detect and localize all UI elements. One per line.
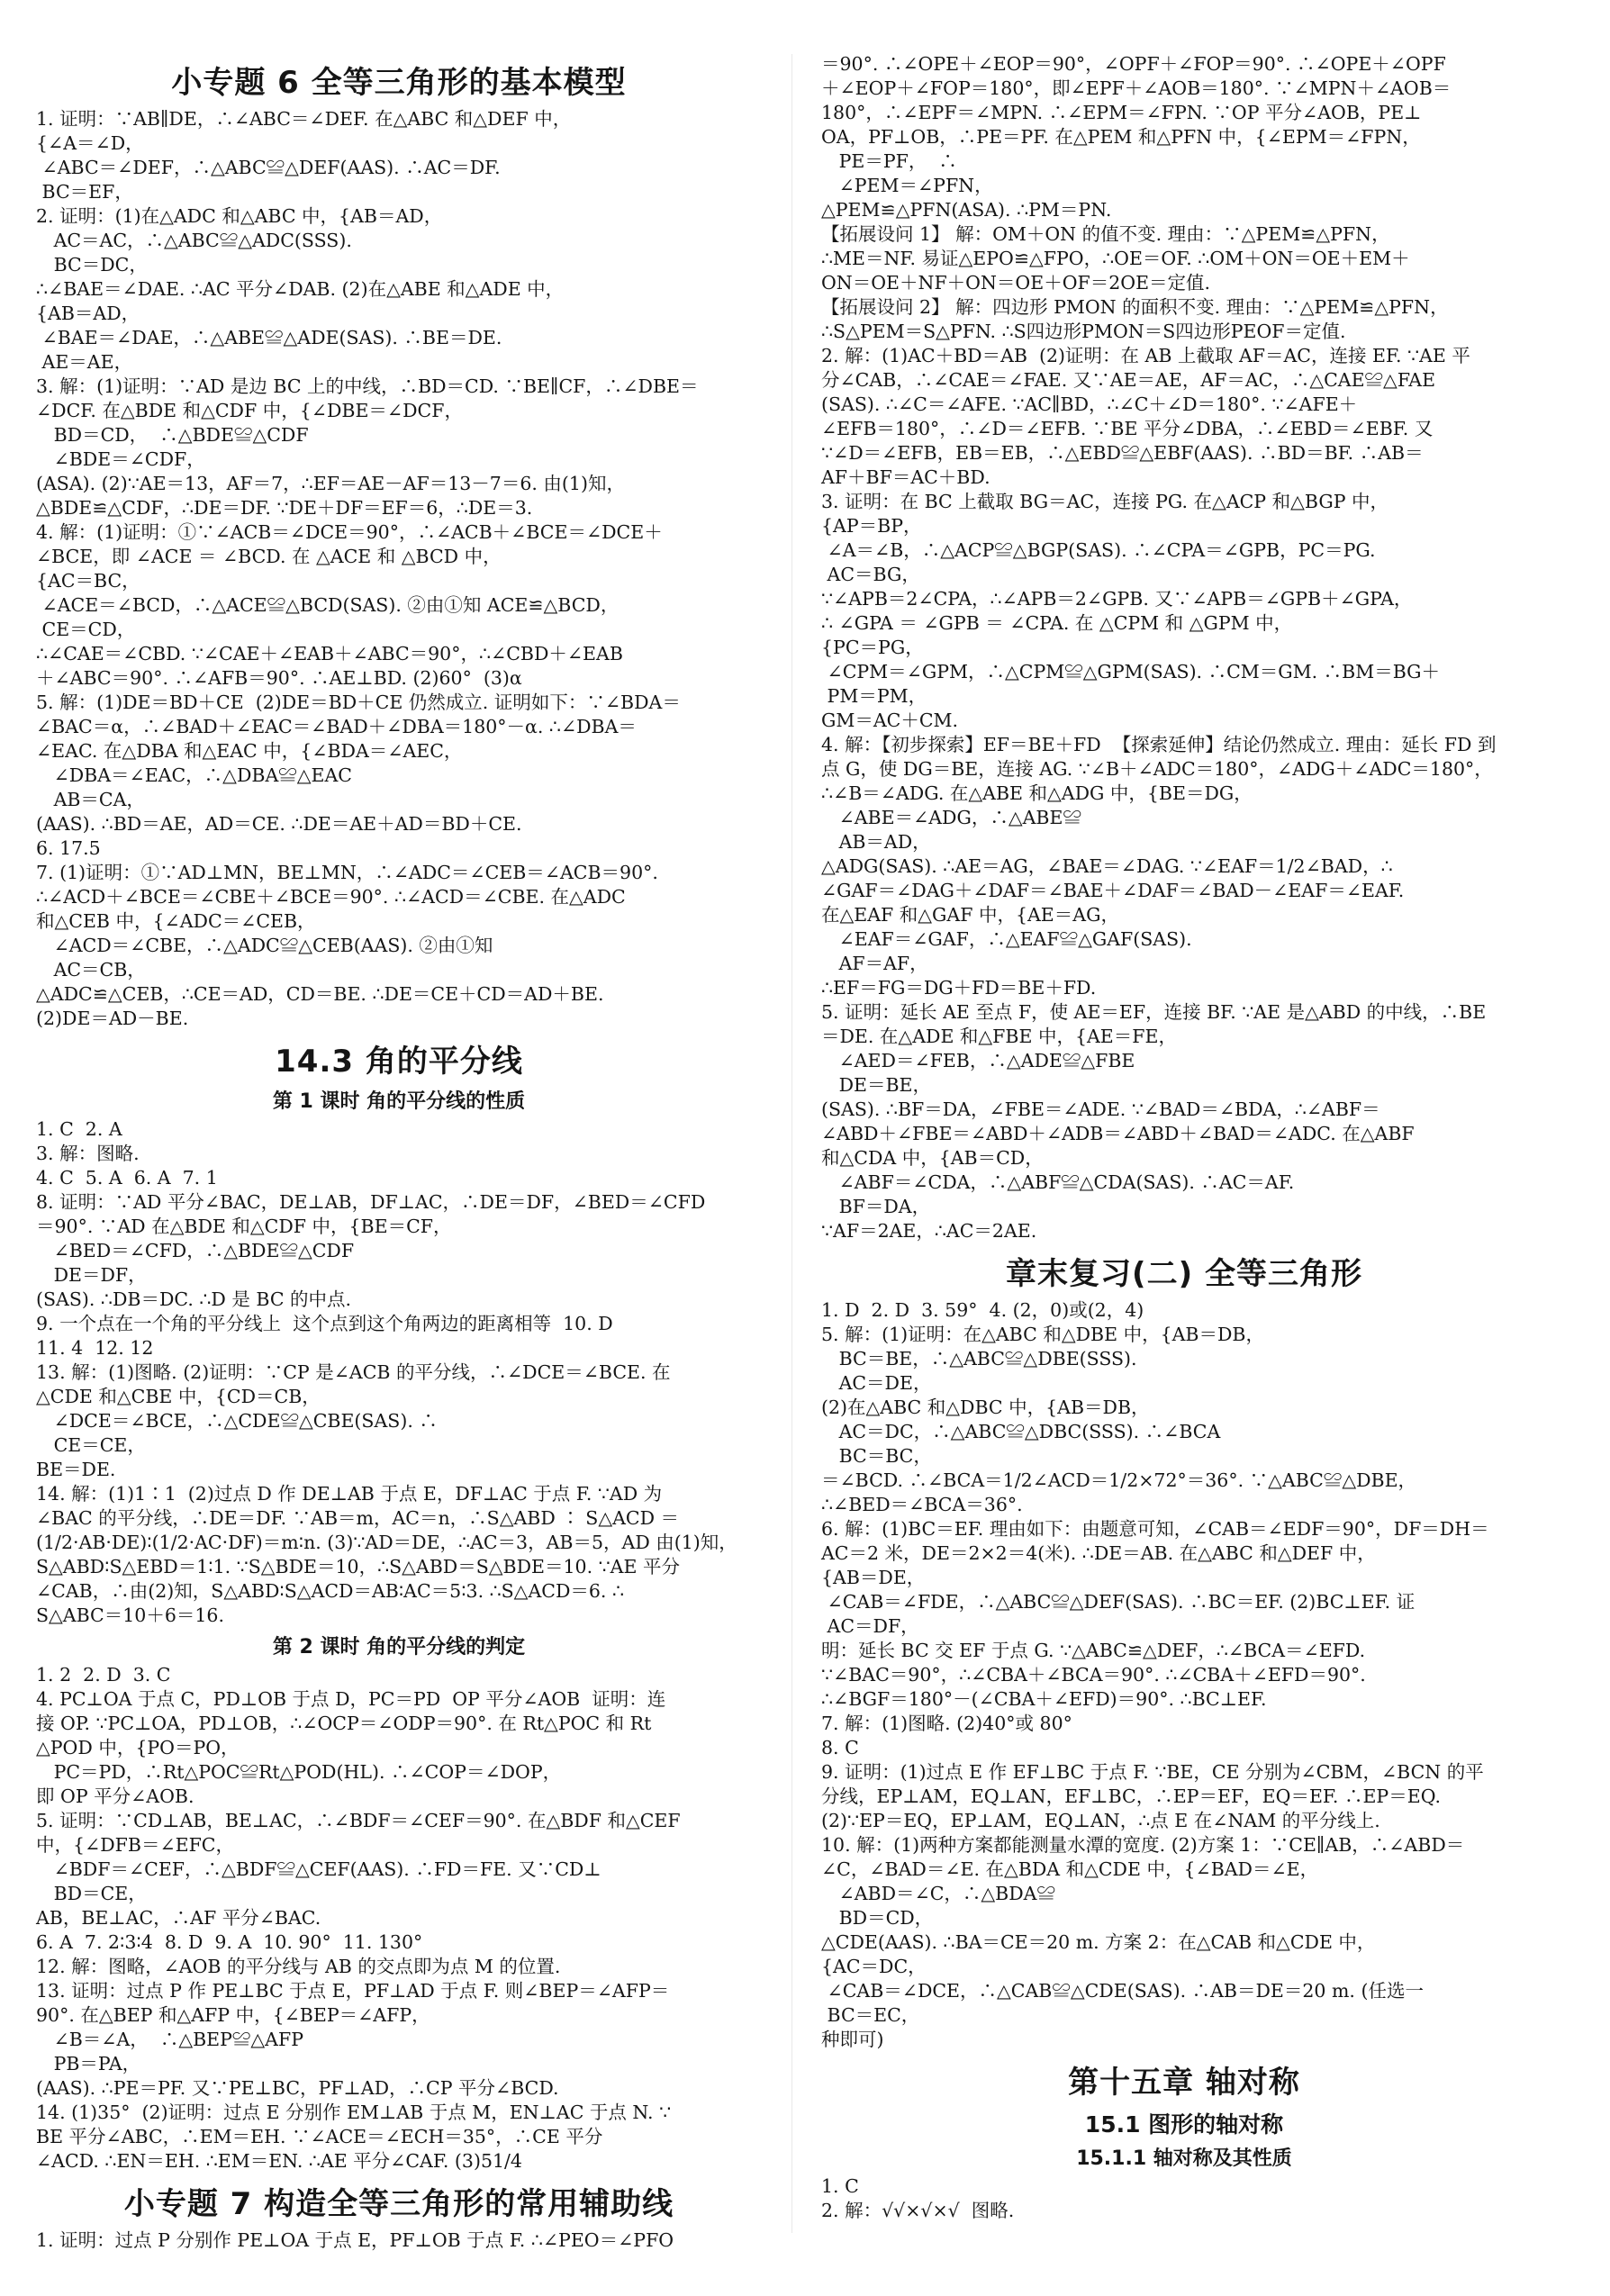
topic-7-answers-cont: ＝90°. ∴∠OPE＋∠EOP＝90°，∠OPF＋∠FOP＝90°. ∴∠OPE＋∠OPF ＋∠EOP＋∠FOP＝180°，即∠EPF＋∠AOB＝180°. ∵∠MPN＋∠AOB＝ 180°，∴∠EPF＝∠MPN. ∴∠EPM＝∠FPN. ∵OP 平分∠AOB，PE⊥ OA，PF⊥OB，∴PE＝PF. 在△PEM 和△PFN 中，{∠EPM＝∠FPN， PE＝PF， ∴ ∠PEM＝∠PFN， △PEM≌△PFN(ASA). ∴PM＝PN. 【拓展设问 1】 解：OM＋ON 的值不变. 理由：∵△PEM≌△PFN， ∴ME＝NF. 易证△EPO≌△FPO，∴OE＝OF. ∴OM＋ON＝OE＋EM＋ ON＝OE＋NF＋ON＝OE＋OF＝2OE＝定值. 【拓展设问 2】 解：四边形 PMON 的面积不变. 理由：∵△PEM≌△PFN， ∴S△PEM＝S△PFN. ∴S四边形PMON＝S四边形PEOF＝定值. 2. 解：(1)AC＋BD＝AB (2)证明：在 AB 上截取 AF＝AC，连接 EF. ∵AE 平 分∠CAB，∴∠CAE＝∠FAE. 又∵AE＝AE，AF＝AC，∴△CAE≌△FAE (SAS). ∴∠C＝∠AFE. ∵AC∥BD，∴∠C＋∠D＝180°. ∵∠AFE＋ ∠EFB＝180°，∴∠D＝∠EFB. ∵BE 平分∠DBA，∴∠EBD＝∠EBF. 又 ∵∠D＝∠EFB，EB＝EB，∴△EBD≌△EBF(AAS). ∴BD＝BF. ∴AB＝ AF＋BF＝AC＋BD. 3. 证明：在 BC 上截取 BG＝AC，连接 PG. 在△ACP 和△BGP 中， {AP＝BP， ∠A＝∠B，∴△ACP≌△BGP(SAS). ∴∠CPA＝∠GPB，PC＝PG. AC＝BG， ∵∠APB＝2∠CPA，∴∠APB＝2∠GPB. 又∵∠APB＝∠GPB＋∠GPA， ∴ ∠GPA ＝ ∠GPB ＝ ∠CPA. 在 △CPM 和 △GPM 中， {PC＝PG， ∠CPM＝∠GPM，∴△CPM≌△GPM(SAS). ∴CM＝GM. ∴BM＝BG＋ PM＝PM， GM＝AC＋CM. 4. 解：【初步探索】EF＝BE＋FD 【探索延伸】结论仍然成立. 理由：延长 FD 到 点 G，使 DG＝BE，连接 AG. ∵∠B＋∠ADC＝180°，∠ADG＋∠ADC＝180°， ∴∠B＝∠ADG. 在△ABE 和△ADG 中，{BE＝DG， ∠ABE＝∠ADG，∴△ABE≌ AB＝AD， △ADG(SAS). ∴AE＝AG，∠BAE＝∠DAG. ∵∠EAF＝1/2∠BAD，∴ ∠GAF＝∠DAG＋∠DAF＝∠BAE＋∠DAF＝∠BAD－∠EAF＝∠EAF. 在△EAF 和△GAF 中，{AE＝AG， ∠EAF＝∠GAF，∴△EAF≌△GAF(SAS). AF＝AF， ∴EF＝FG＝DG＋FD＝BE＋FD. 5. 证明：延长 AE 至点 F，使 AE＝EF，连接 BF. ∵AE 是△ABD 的中线，∴BE ＝DE. 在△ADE 和△FBE 中，{AE＝FE， ∠AED＝∠FEB，∴△ADE≌△FBE DE＝BE， (SAS). ∴BF＝DA，∠FBE＝∠ADE. ∵∠BAD＝∠BDA，∴∠ABF＝ ∠ABD＋∠FBE＝∠ABD＋∠ADB＝∠ABD＋∠BAD＝∠ADC. 在△ABF 和△CDA 中，{AB＝CD， ∠ABF＝∠CDA，∴△ABF≌△CDA(SAS). ∴AC＝AF. BF＝DA， ∵AF＝2AE，∴AC＝2AE. [821,53,1497,1242]
section-15-1-1-title: 15.1.1 轴对称及其性质 [1076,2147,1292,2170]
right-column [821,52,1547,2223]
lesson-2-answers: 1. 2 2. D 3. C 4. PC⊥OA 于点 C，PD⊥OB 于点 D，PC＝PD OP 平分∠AOB 证明：连 接 OP. ∵PC⊥OA，PD⊥OB，∴∠OCP＝∠ODP＝90°. 在 Rt△POC 和 Rt △POD 中，{PO＝PO， PC＝PD，∴Rt△POC≌Rt△POD(HL). ∴∠COP＝∠DOP， 即 OP 平分∠AOB. 5. 证明：∵CD⊥AB，BE⊥AC，∴∠BDF＝∠CEF＝90°. 在△BDF 和△CEF 中，{∠DFB＝∠EFC， ∠BDF＝∠CEF，∴△BDF≌△CEF(AAS). ∴FD＝FE. 又∵CD⊥ BD＝CE， AB，BE⊥AC，∴AF 平分∠BAC. 6. A 7. 2∶3∶4 8. D 9. A 10. 90° 11. 130° 12. 解：图略，∠AOB 的平分线与 AB 的交点即为点 M 的位置. 13. 证明：过点 P 作 PE⊥BC 于点 E，PF⊥AD 于点 F. 则∠BEP＝∠AFP＝ 90°. 在△BEP 和△AFP 中，{∠BEP＝∠AFP， ∠B＝∠A， ∴△BEP≌△AFP PB＝PA， (AAS). ∴PE＝PF. 又∵PE⊥BC，PF⊥AD，∴CP 平分∠BCD. 14. (1)35° (2)证明：过点 E 分别作 EM⊥AB 于点 M，EN⊥AC 于点 N. ∵ BE 平分∠ABC，∴EM＝EH. ∵∠ACE＝∠ECH＝35°，∴CE 平分 ∠ACD. ∴EN＝EH. ∴EM＝EN. ∴AE 平分∠CAF. (3)51/4 [36,1664,681,2172]
chapter-15-title: 第十五章 轴对称 [1068,2065,1300,2101]
lesson-1-answers: 1. C 2. A 3. 解：图略. 4. C 5. A 6. A 7. 1 8. 证明：∵AD 平分∠BAC，DE⊥AB，DF⊥AC，∴DE＝DF，∠BED＝∠CFD ＝90°. ∵AD 在△BDE 和△CDF 中，{BE＝CF， ∠BED＝∠CFD，∴△BDE≌△CDF DE＝DF， (SAS). ∴DB＝DC. ∴D 是 BC 的中点. 9. 一个点在一个角的平分线上 这个点到这个角两边的距离相等 10. D 11. 4 12. 12 13. 解：(1)图略. (2)证明：∵CP 是∠ACB 的平分线，∴∠DCE＝∠BCE. 在 △CDE 和△CBE 中，{CD＝CB， ∠DCE＝∠BCE，∴△CDE≌△CBE(SAS). ∴ CE＝CE， BE＝DE. 14. 解：(1)1∶1 (2)过点 D 作 DE⊥AB 于点 E，DF⊥AC 于点 F. ∵AD 为 ∠BAC 的平分线，∴DE＝DF. ∵AB＝m，AC＝n，∴S△ABD ∶ S△ACD ＝ (1/2·AB·DE)∶(1/2·AC·DF)＝m∶n. (3)∵AD＝DE，∴AC＝3，AB＝5，AD 由(1)知， S△ABD∶S△EBD＝1∶1. ∵S△BDE＝10，∴S△ABD＝S△BDE＝10. ∵AE 平分 ∠CAB，∴由(2)知，S△ABD∶S△ACD＝AB∶AC＝5∶3. ∴S△ACD＝6. ∴ S△ABC＝10＋6＝16. [36,1118,737,1626]
lesson-1-title: 第 1 课时 角的平分线的性质 [272,1090,526,1113]
chapter-review-answers: 1. D 2. D 3. 59° 4. (2，0)或(2，4) 5. 解：(1)证明：在△ABC 和△DBE 中，{AB＝DB， BC＝BE，∴△ABC≌△DBE(SSS). AC＝DE， (2)在△ABC 和△DBC 中，{AB＝DB， AC＝DC，∴△ABC≌△DBC(SSS). ∴∠BCA BC＝BC， ＝∠BCD. ∴∠BCA＝1/2∠ACD＝1/2×72°＝36°. ∵△ABC≌△DBE， ∴∠BED＝∠BCA＝36°. 6. 解：(1)BC＝EF. 理由如下：由题意可知，∠CAB＝∠EDF＝90°，DF＝DH＝ AC＝2 米，DE＝2×2＝4(米). ∴DE＝AB. 在△ABC 和△DEF 中， {AB＝DE， ∠CAB＝∠FDE，∴△ABC≌△DEF(SAS). ∴BC＝EF. (2)BC⊥EF. 证 AC＝DF， 明：延长 BC 交 EF 于点 G. ∵△ABC≌△DEF，∴∠BCA＝∠EFD. ∵∠BAC＝90°，∴∠CBA＋∠BCA＝90°. ∴∠CBA＋∠EFD＝90°. ∴∠BGF＝180°－(∠CBA＋∠EFD)＝90°. ∴BC⊥EF. 7. 解：(1)图略. (2)40°或 80° 8. C 9. 证明：(1)过点 E 作 EF⊥BC 于点 F. ∵BE，CE 分别为∠CBM，∠BCN 的平 分线，EP⊥AM，EQ⊥AN，EF⊥BC，∴EP＝EF，EQ＝EF. ∴EP＝EQ. (2)∵EP＝EQ，EP⊥AM，EQ⊥AN，∴点 E 在∠NAM 的平分线上. 10. 解：(1)两种方案都能测量水潭的宽度. (2)方案 1：∵CE∥AB，∴∠ABD＝ ∠C，∠BAD＝∠E. 在△BDA 和△CDE 中，{∠BAD＝∠E， ∠ABD＝∠C，∴△BDA≌ BD＝CD， △CDE(AAS). ∴BA＝CE＝20 m. 方案 2：在△CAB 和△CDE 中， {AC＝DC， ∠CAB＝∠DCE，∴△CAB≌△CDE(SAS). ∴AB＝DE＝20 m. (任选一 BC＝EC， 种即可) [821,1299,1489,2050]
section-14-3-title: 14.3 角的平分线 [275,1044,523,1080]
topic-6-title: 小专题 6 全等三角形的基本模型 [171,65,627,101]
section-15-1-title: 15.1 图形的轴对称 [1084,2111,1284,2138]
lesson-2-title: 第 2 课时 角的平分线的判定 [272,1636,526,1659]
column-divider [791,54,792,2233]
topic-7-answers-start: 1. 证明：过点 P 分别作 PE⊥OA 于点 E，PF⊥OB 于点 F. ∴∠PEO＝∠PFO [36,2229,674,2251]
chapter-review-title: 章末复习(二) 全等三角形 [1006,1256,1362,1292]
left-column [36,52,762,2253]
topic-7-title: 小专题 7 构造全等三角形的常用辅助线 [123,2186,674,2222]
topic-6-answers: 1. 证明：∵AB∥DE，∴∠ABC＝∠DEF. 在△ABC 和△DEF 中， {∠A＝∠D， ∠ABC＝∠DEF，∴△ABC≌△DEF(AAS). ∴AC＝DF. BC＝EF， 2. 证明：(1)在△ADC 和△ABC 中，{AB＝AD， AC＝AC，∴△ABC≌△ADC(SSS). BC＝DC， ∴∠BAE＝∠DAE. ∴AC 平分∠DAB. (2)在△ABE 和△ADE 中， {AB＝AD， ∠BAE＝∠DAE，∴△ABE≌△ADE(SAS). ∴BE＝DE. AE＝AE， 3. 解：(1)证明：∵AD 是边 BC 上的中线，∴BD＝CD. ∵BE∥CF，∴∠DBE＝ ∠DCF. 在△BDE 和△CDF 中，{∠DBE＝∠DCF， BD＝CD， ∴△BDE≌△CDF ∠BDE＝∠CDF， (ASA). (2)∵AE＝13，AF＝7，∴EF＝AE－AF＝13－7＝6. 由(1)知， △BDE≌△CDF，∴DE＝DF. ∵DE＋DF＝EF＝6，∴DE＝3. 4. 解：(1)证明：①∵∠ACB＝∠DCE＝90°，∴∠ACB＋∠BCE＝∠DCE＋ ∠BCE，即 ∠ACE ＝ ∠BCD. 在 △ACE 和 △BCD 中， {AC＝BC， ∠ACE＝∠BCD，∴△ACE≌△BCD(SAS). ②由①知 ACE≌△BCD， CE＝CD， ∴∠CAE＝∠CBD. ∵∠CAE＋∠EAB＋∠ABC＝90°，∴∠CBD＋∠EAB ＋∠ABC＝90°. ∴∠AFB＝90°. ∴AE⊥BD. (2)60° (3)α 5. 解：(1)DE＝BD＋CE (2)DE＝BD＋CE 仍然成立. 证明如下：∵∠BDA＝ ∠BAC＝α，∴∠BAD＋∠EAC＝∠BAD＋∠DBA＝180°－α. ∴∠DBA＝ ∠EAC. 在△DBA 和△EAC 中，{∠BDA＝∠AEC， ∠DBA＝∠EAC，∴△DBA≌△EAC AB＝CA， (AAS). ∴BD＝AE，AD＝CE. ∴DE＝AE＋AD＝BD＋CE. 6. 17.5 7. (1)证明：①∵AD⊥MN，BE⊥MN，∴∠ADC＝∠CEB＝∠ACB＝90°. ∴∠ACD＋∠BCE＝∠CBE＋∠BCE＝90°. ∴∠ACD＝∠CBE. 在△ADC 和△CEB 中，{∠ADC＝∠CEB， ∠ACD＝∠CBE，∴△ADC≌△CEB(AAS). ②由①知 AC＝CB， △ADC≌△CEB，∴CE＝AD，CD＝BE. ∴DE＝CE＋CD＝AD＋BE. (2)DE＝AD－BE. [36,108,699,1029]
section-15-1-1-answers: 1. C 2. 解：√√×√×√ 图略. [821,2175,1015,2221]
